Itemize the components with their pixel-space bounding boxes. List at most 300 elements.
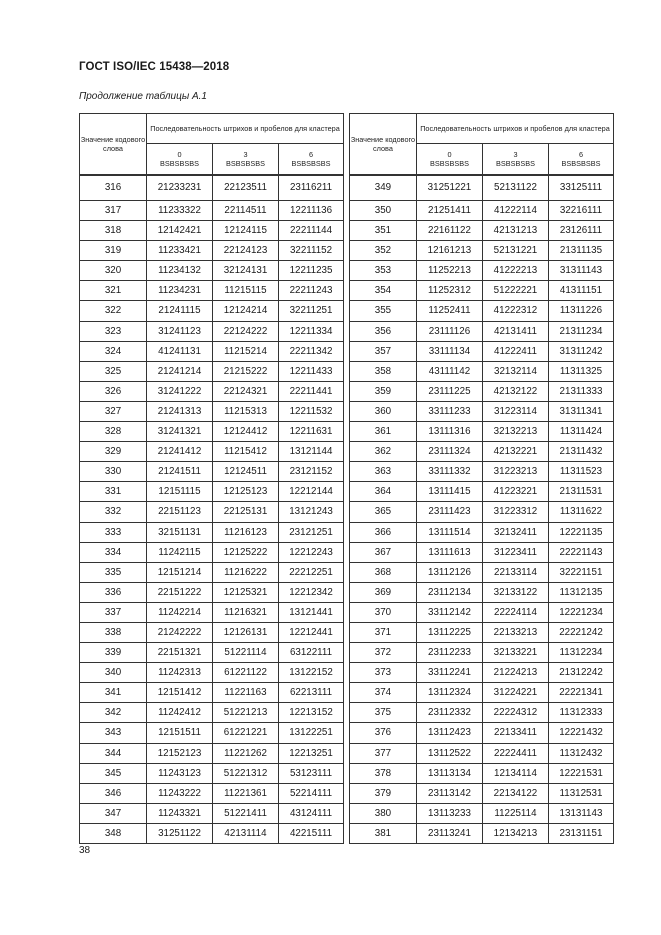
table-row (349, 522, 613, 542)
cluster-3-cell: 31223312 (482, 502, 548, 522)
table-row (80, 562, 344, 582)
cluster-3-cell: 31223114 (482, 401, 548, 421)
codeword-value-cell: 344 (80, 743, 147, 763)
cluster-0-cell: 11252411 (416, 301, 482, 321)
cluster-6-cell: 12221234 (548, 602, 613, 622)
table-row (80, 502, 344, 522)
cluster-3-cell: 51222221 (482, 281, 548, 301)
pattern-label: BSBSBSBS (160, 159, 199, 169)
codeword-value-cell: 378 (349, 763, 416, 783)
table-row (349, 462, 613, 482)
cluster-6-cell: 33125111 (548, 175, 613, 201)
cluster-0-cell: 31251122 (147, 823, 213, 843)
cluster-0-cell: 13112324 (416, 683, 482, 703)
cluster-3-cell: 42132122 (482, 381, 548, 401)
cluster-3-cell: 11221163 (213, 683, 279, 703)
cluster-3-cell: 61221122 (213, 663, 279, 683)
table-row (349, 803, 613, 823)
codeword-value-cell: 321 (80, 281, 147, 301)
cluster-6-cell: 52214111 (279, 783, 344, 803)
cluster-0-cell: 13113134 (416, 763, 482, 783)
cluster-3-cell: 22123511 (213, 175, 279, 201)
codeword-value-cell: 364 (349, 482, 416, 502)
table-row (80, 763, 344, 783)
cluster-6-cell: 42215111 (279, 823, 344, 843)
cluster-3-cell: 32132114 (482, 361, 548, 381)
cluster-3-cell: 51221114 (213, 643, 279, 663)
cluster-0-cell: 13111514 (416, 522, 482, 542)
cluster-6-cell: 12211532 (279, 401, 344, 421)
cluster-6-cell: 12212441 (279, 622, 344, 642)
codeword-value-cell: 356 (349, 321, 416, 341)
codeword-value-cell: 331 (80, 482, 147, 502)
cluster-6-cell: 12221135 (548, 522, 613, 542)
cluster-3-cell: 22224114 (482, 602, 548, 622)
cluster-3-cell: 31224221 (482, 683, 548, 703)
cluster-6-cell: 11312531 (548, 783, 613, 803)
table-row (80, 261, 344, 281)
cluster-3-cell: 12134213 (482, 823, 548, 843)
cluster-3-cell: 61221221 (213, 723, 279, 743)
table-row (80, 542, 344, 562)
table-row (349, 663, 613, 683)
cluster-0-cell: 23112332 (416, 703, 482, 723)
table-row (80, 622, 344, 642)
cluster-3-cell: 12124511 (213, 462, 279, 482)
table-row (349, 281, 613, 301)
codeword-value-cell: 346 (80, 783, 147, 803)
codeword-value-cell: 357 (349, 341, 416, 361)
cluster-0-cell: 23112233 (416, 643, 482, 663)
cluster-6-cell: 32216111 (548, 201, 613, 221)
cluster-3-cell: 32133122 (482, 582, 548, 602)
codeword-value-cell: 337 (80, 602, 147, 622)
cluster-6-cell: 23131151 (548, 823, 613, 843)
cluster-3-cell: 12124412 (213, 422, 279, 442)
codeword-table-left (79, 113, 344, 844)
cluster-number: 6 (308, 150, 314, 160)
table-row (349, 361, 613, 381)
table-row (80, 321, 344, 341)
cluster-6-cell: 12211334 (279, 321, 344, 341)
cluster-3-cell: 31223411 (482, 542, 548, 562)
cluster-6-cell: 31311341 (548, 401, 613, 421)
cluster-6-cell: 21311135 (548, 241, 613, 261)
cluster-number: 0 (177, 150, 182, 160)
cluster-3-cell: 41222114 (482, 201, 548, 221)
table-row (349, 442, 613, 462)
table-row (80, 803, 344, 823)
cluster-6-cell: 21311531 (548, 482, 613, 502)
codeword-value-cell: 360 (349, 401, 416, 421)
cluster-6-cell: 43124111 (279, 803, 344, 823)
table-row (80, 381, 344, 401)
cluster-6-cell: 11312135 (548, 582, 613, 602)
table-row (80, 341, 344, 361)
cluster-3-cell: 42132221 (482, 442, 548, 462)
cluster-0-cell: 31251221 (416, 175, 482, 201)
cluster-3-cell: 41222411 (482, 341, 548, 361)
cluster-0-cell: 33111332 (416, 462, 482, 482)
cluster-3-cell: 41223221 (482, 482, 548, 502)
cluster-0-cell: 11233421 (147, 241, 213, 261)
cluster-6-cell: 11312234 (548, 643, 613, 663)
cluster-6-cell: 21312242 (548, 663, 613, 683)
table-row (349, 823, 613, 843)
cluster-3-cell: 22124321 (213, 381, 279, 401)
cluster-3-cell: 22224411 (482, 743, 548, 763)
pattern-label: BSBSBSBS (291, 159, 331, 169)
table-row (80, 462, 344, 482)
cluster-6-cell: 11311523 (548, 462, 613, 482)
cluster-6-cell: 12221531 (548, 763, 613, 783)
codeword-value-cell: 351 (349, 221, 416, 241)
codeword-table-right (349, 113, 614, 844)
cluster-6-cell: 12212243 (279, 542, 344, 562)
codeword-value-cell: 367 (349, 542, 416, 562)
codeword-value-cell: 350 (349, 201, 416, 221)
cluster-3-cell: 22124222 (213, 321, 279, 341)
table-row (349, 622, 613, 642)
table-row (80, 602, 344, 622)
table-row (80, 201, 344, 221)
cluster-0-cell: 21241511 (147, 462, 213, 482)
codeword-value-cell: 335 (80, 562, 147, 582)
codeword-value-cell: 374 (349, 683, 416, 703)
codeword-value-cell: 380 (349, 803, 416, 823)
table-row (80, 823, 344, 843)
cluster-3-cell: 11215115 (213, 281, 279, 301)
cluster-3-cell: 32132213 (482, 422, 548, 442)
cluster-6-cell: 11311622 (548, 502, 613, 522)
codeword-value-cell: 352 (349, 241, 416, 261)
codeword-value-cell: 359 (349, 381, 416, 401)
codeword-value-cell: 318 (80, 221, 147, 241)
cluster-0-cell: 21241115 (147, 301, 213, 321)
value-column-header: Значение кодового слова (349, 114, 416, 176)
cluster-0-cell: 12161213 (416, 241, 482, 261)
codeword-value-cell: 345 (80, 763, 147, 783)
codeword-value-cell: 342 (80, 703, 147, 723)
cluster-3-cell: 11216123 (213, 522, 279, 542)
cluster-0-cell: 11243123 (147, 763, 213, 783)
table-row (349, 763, 613, 783)
table-row (349, 562, 613, 582)
cluster-0-cell: 13111316 (416, 422, 482, 442)
table-row (80, 663, 344, 683)
table-row (349, 482, 613, 502)
table-row (349, 301, 613, 321)
cluster-0-cell: 21241412 (147, 442, 213, 462)
pattern-label: BSBSBSBS (430, 159, 469, 169)
cluster-6-cell: 22212251 (279, 562, 344, 582)
codeword-value-cell: 376 (349, 723, 416, 743)
codeword-value-cell: 343 (80, 723, 147, 743)
cluster-6-cell: 22211342 (279, 341, 344, 361)
cluster-0-cell: 31241123 (147, 321, 213, 341)
cluster-3-cell: 22133411 (482, 723, 548, 743)
codeword-value-cell: 349 (349, 175, 416, 201)
table-row (349, 261, 613, 281)
cluster-6-cell: 31311242 (548, 341, 613, 361)
cluster-0-cell: 23111225 (416, 381, 482, 401)
table-row (80, 703, 344, 723)
cluster-0-cell: 11252213 (416, 261, 482, 281)
table-row (349, 175, 613, 201)
cluster-3-cell: 31223213 (482, 462, 548, 482)
cluster-6-cell: 23121251 (279, 522, 344, 542)
pattern-label: BSBSBSBS (496, 159, 535, 169)
codeword-value-cell: 320 (80, 261, 147, 281)
cluster-0-cell: 21251411 (416, 201, 482, 221)
codeword-value-cell: 316 (80, 175, 147, 201)
cluster-0-cell: 11234132 (147, 261, 213, 281)
cluster-0-cell: 32151131 (147, 522, 213, 542)
cluster-3-cell: 42131213 (482, 221, 548, 241)
codeword-value-cell: 319 (80, 241, 147, 261)
codeword-tables (79, 113, 614, 838)
table-row (349, 743, 613, 763)
cluster-6-cell: 13121441 (279, 602, 344, 622)
table-row (349, 783, 613, 803)
cluster-3-cell: 22133213 (482, 622, 548, 642)
cluster-0-cell: 43111142 (416, 361, 482, 381)
cluster-0-cell: 13112522 (416, 743, 482, 763)
table-body-left (80, 175, 344, 844)
table-row (80, 442, 344, 462)
cluster-3-cell: 11215214 (213, 341, 279, 361)
cluster-3-cell: 22134122 (482, 783, 548, 803)
codeword-value-cell: 369 (349, 582, 416, 602)
codeword-value-cell: 340 (80, 663, 147, 683)
cluster-0-cell: 12152123 (147, 743, 213, 763)
cluster-0-cell: 11252312 (416, 281, 482, 301)
cluster-0-cell: 11242115 (147, 542, 213, 562)
cluster-6-cell: 41311151 (548, 281, 613, 301)
cluster-0-cell: 13112126 (416, 562, 482, 582)
cluster-6-cell: 11311325 (548, 361, 613, 381)
table-row (80, 241, 344, 261)
cluster-0-cell: 33112241 (416, 663, 482, 683)
cluster-6-cell: 62213111 (279, 683, 344, 703)
cluster-3-cell: 11225114 (482, 803, 548, 823)
cluster-0-cell: 41241131 (147, 341, 213, 361)
cluster-3-cell: 42131114 (213, 823, 279, 843)
cluster-number: 6 (578, 150, 584, 160)
cluster-3-cell: 51221312 (213, 763, 279, 783)
codeword-value-cell: 353 (349, 261, 416, 281)
cluster-0-cell: 12151115 (147, 482, 213, 502)
cluster-0-cell: 12151511 (147, 723, 213, 743)
cluster-3-cell: 22133114 (482, 562, 548, 582)
codeword-value-cell: 330 (80, 462, 147, 482)
table-row (80, 361, 344, 381)
cluster-6-cell: 23121152 (279, 462, 344, 482)
cluster-0-cell: 22161122 (416, 221, 482, 241)
table-row (80, 643, 344, 663)
cluster-0-cell: 31241222 (147, 381, 213, 401)
codeword-value-cell: 322 (80, 301, 147, 321)
cluster-3-cell: 22125131 (213, 502, 279, 522)
cluster-3-cell: 12125222 (213, 542, 279, 562)
table-row (349, 401, 613, 421)
codeword-value-cell: 362 (349, 442, 416, 462)
codeword-value-cell: 328 (80, 422, 147, 442)
cluster-6-cell: 63122111 (279, 643, 344, 663)
cluster-3-cell: 11216321 (213, 602, 279, 622)
codeword-value-cell: 329 (80, 442, 147, 462)
cluster-0-cell: 11242313 (147, 663, 213, 683)
cluster-6-cell: 22221242 (548, 622, 613, 642)
cluster-6-cell: 53123111 (279, 763, 344, 783)
codeword-value-cell: 332 (80, 502, 147, 522)
codeword-value-cell: 375 (349, 703, 416, 723)
cluster-0-cell: 13111613 (416, 542, 482, 562)
cluster-0-cell: 13112225 (416, 622, 482, 642)
cluster-3-header (482, 144, 548, 175)
cluster-6-cell: 11311226 (548, 301, 613, 321)
table-row (349, 502, 613, 522)
codeword-value-cell: 366 (349, 522, 416, 542)
cluster-0-cell: 23113241 (416, 823, 482, 843)
codeword-value-cell: 341 (80, 683, 147, 703)
cluster-0-cell: 33111233 (416, 401, 482, 421)
cluster-6-cell: 12211631 (279, 422, 344, 442)
cluster-6-cell: 11312333 (548, 703, 613, 723)
cluster-6-cell: 12221432 (548, 723, 613, 743)
cluster-0-cell: 22151321 (147, 643, 213, 663)
cluster-0-cell: 21242222 (147, 622, 213, 642)
cluster-number: 3 (243, 150, 248, 160)
codeword-value-cell: 373 (349, 663, 416, 683)
table-row (349, 321, 613, 341)
table-row (80, 401, 344, 421)
cluster-6-cell: 11311424 (548, 422, 613, 442)
cluster-6-cell: 12213152 (279, 703, 344, 723)
cluster-6-cell: 22211441 (279, 381, 344, 401)
cluster-0-cell: 21241313 (147, 401, 213, 421)
cluster-3-cell: 11215412 (213, 442, 279, 462)
cluster-6-cell: 13121243 (279, 502, 344, 522)
cluster-3-cell: 12124214 (213, 301, 279, 321)
cluster-0-cell: 23111423 (416, 502, 482, 522)
cluster-3-cell: 11216222 (213, 562, 279, 582)
cluster-6-cell: 31311143 (548, 261, 613, 281)
table-row (349, 602, 613, 622)
cluster-3-cell: 12124115 (213, 221, 279, 241)
cluster-6-cell: 12213251 (279, 743, 344, 763)
table-row (80, 301, 344, 321)
codeword-value-cell: 372 (349, 643, 416, 663)
cluster-6-cell: 21311333 (548, 381, 613, 401)
codeword-value-cell: 368 (349, 562, 416, 582)
cluster-3-cell: 22114511 (213, 201, 279, 221)
table-row (80, 175, 344, 201)
cluster-3-header (213, 144, 279, 175)
cluster-6-cell: 22221143 (548, 542, 613, 562)
cluster-0-cell: 13113233 (416, 803, 482, 823)
cluster-0-cell: 33112142 (416, 602, 482, 622)
cluster-6-cell: 12212144 (279, 482, 344, 502)
table-row (80, 582, 344, 602)
cluster-number: 0 (447, 150, 452, 160)
codeword-value-cell: 323 (80, 321, 147, 341)
table-row (349, 422, 613, 442)
document-title: ГОСТ ISO/IEC 15438—2018 (79, 61, 230, 73)
cluster-0-cell: 12142421 (147, 221, 213, 241)
codeword-value-cell: 358 (349, 361, 416, 381)
codeword-value-cell: 361 (349, 422, 416, 442)
cluster-3-cell: 12125123 (213, 482, 279, 502)
table-row (349, 201, 613, 221)
cluster-3-cell: 51221411 (213, 803, 279, 823)
codeword-value-cell: 377 (349, 743, 416, 763)
cluster-6-cell: 32211152 (279, 241, 344, 261)
value-column-header: Значение кодового слова (80, 114, 147, 176)
cluster-6-cell: 21311234 (548, 321, 613, 341)
cluster-6-cell: 23126111 (548, 221, 613, 241)
pattern-label: BSBSBSBS (561, 159, 601, 169)
table-row (80, 522, 344, 542)
cluster-0-cell: 31241321 (147, 422, 213, 442)
cluster-0-cell: 12151412 (147, 683, 213, 703)
cluster-6-cell: 12211136 (279, 201, 344, 221)
table-continuation-caption: Продолжение таблицы А.1 (79, 91, 207, 102)
cluster-3-cell: 51221213 (213, 703, 279, 723)
cluster-6-header (548, 144, 613, 175)
table-row (349, 241, 613, 261)
page-number: 38 (79, 845, 91, 856)
cluster-3-cell: 11215313 (213, 401, 279, 421)
cluster-6-cell: 21311432 (548, 442, 613, 462)
cluster-3-cell: 12126131 (213, 622, 279, 642)
cluster-3-cell: 21215222 (213, 361, 279, 381)
cluster-0-cell: 13112423 (416, 723, 482, 743)
cluster-0-cell: 33111134 (416, 341, 482, 361)
cluster-0-cell: 12151214 (147, 562, 213, 582)
table-row (80, 221, 344, 241)
cluster-0-cell: 11242412 (147, 703, 213, 723)
table-row (349, 703, 613, 723)
codeword-value-cell: 355 (349, 301, 416, 321)
cluster-0-cell: 21241214 (147, 361, 213, 381)
cluster-0-cell: 11243321 (147, 803, 213, 823)
table-row (349, 221, 613, 241)
cluster-number: 3 (513, 150, 518, 160)
table-body-right (349, 175, 613, 844)
table-row (80, 482, 344, 502)
table-row (349, 723, 613, 743)
table-row (80, 723, 344, 743)
cluster-6-cell: 13122152 (279, 663, 344, 683)
cluster-3-cell: 22124123 (213, 241, 279, 261)
cluster-3-cell: 32133221 (482, 643, 548, 663)
codeword-value-cell: 371 (349, 622, 416, 642)
cluster-3-cell: 41222312 (482, 301, 548, 321)
cluster-6-cell: 11312432 (548, 743, 613, 763)
cluster-6-cell: 32211251 (279, 301, 344, 321)
cluster-6-cell: 13122251 (279, 723, 344, 743)
cluster-6-cell: 32221151 (548, 562, 613, 582)
table-row (80, 783, 344, 803)
cluster-6-cell: 22221341 (548, 683, 613, 703)
cluster-6-cell: 22211144 (279, 221, 344, 241)
codeword-value-cell: 348 (80, 823, 147, 843)
cluster-6-cell: 22211243 (279, 281, 344, 301)
codeword-value-cell: 326 (80, 381, 147, 401)
cluster-0-cell: 11242214 (147, 602, 213, 622)
cluster-0-cell: 21233231 (147, 175, 213, 201)
